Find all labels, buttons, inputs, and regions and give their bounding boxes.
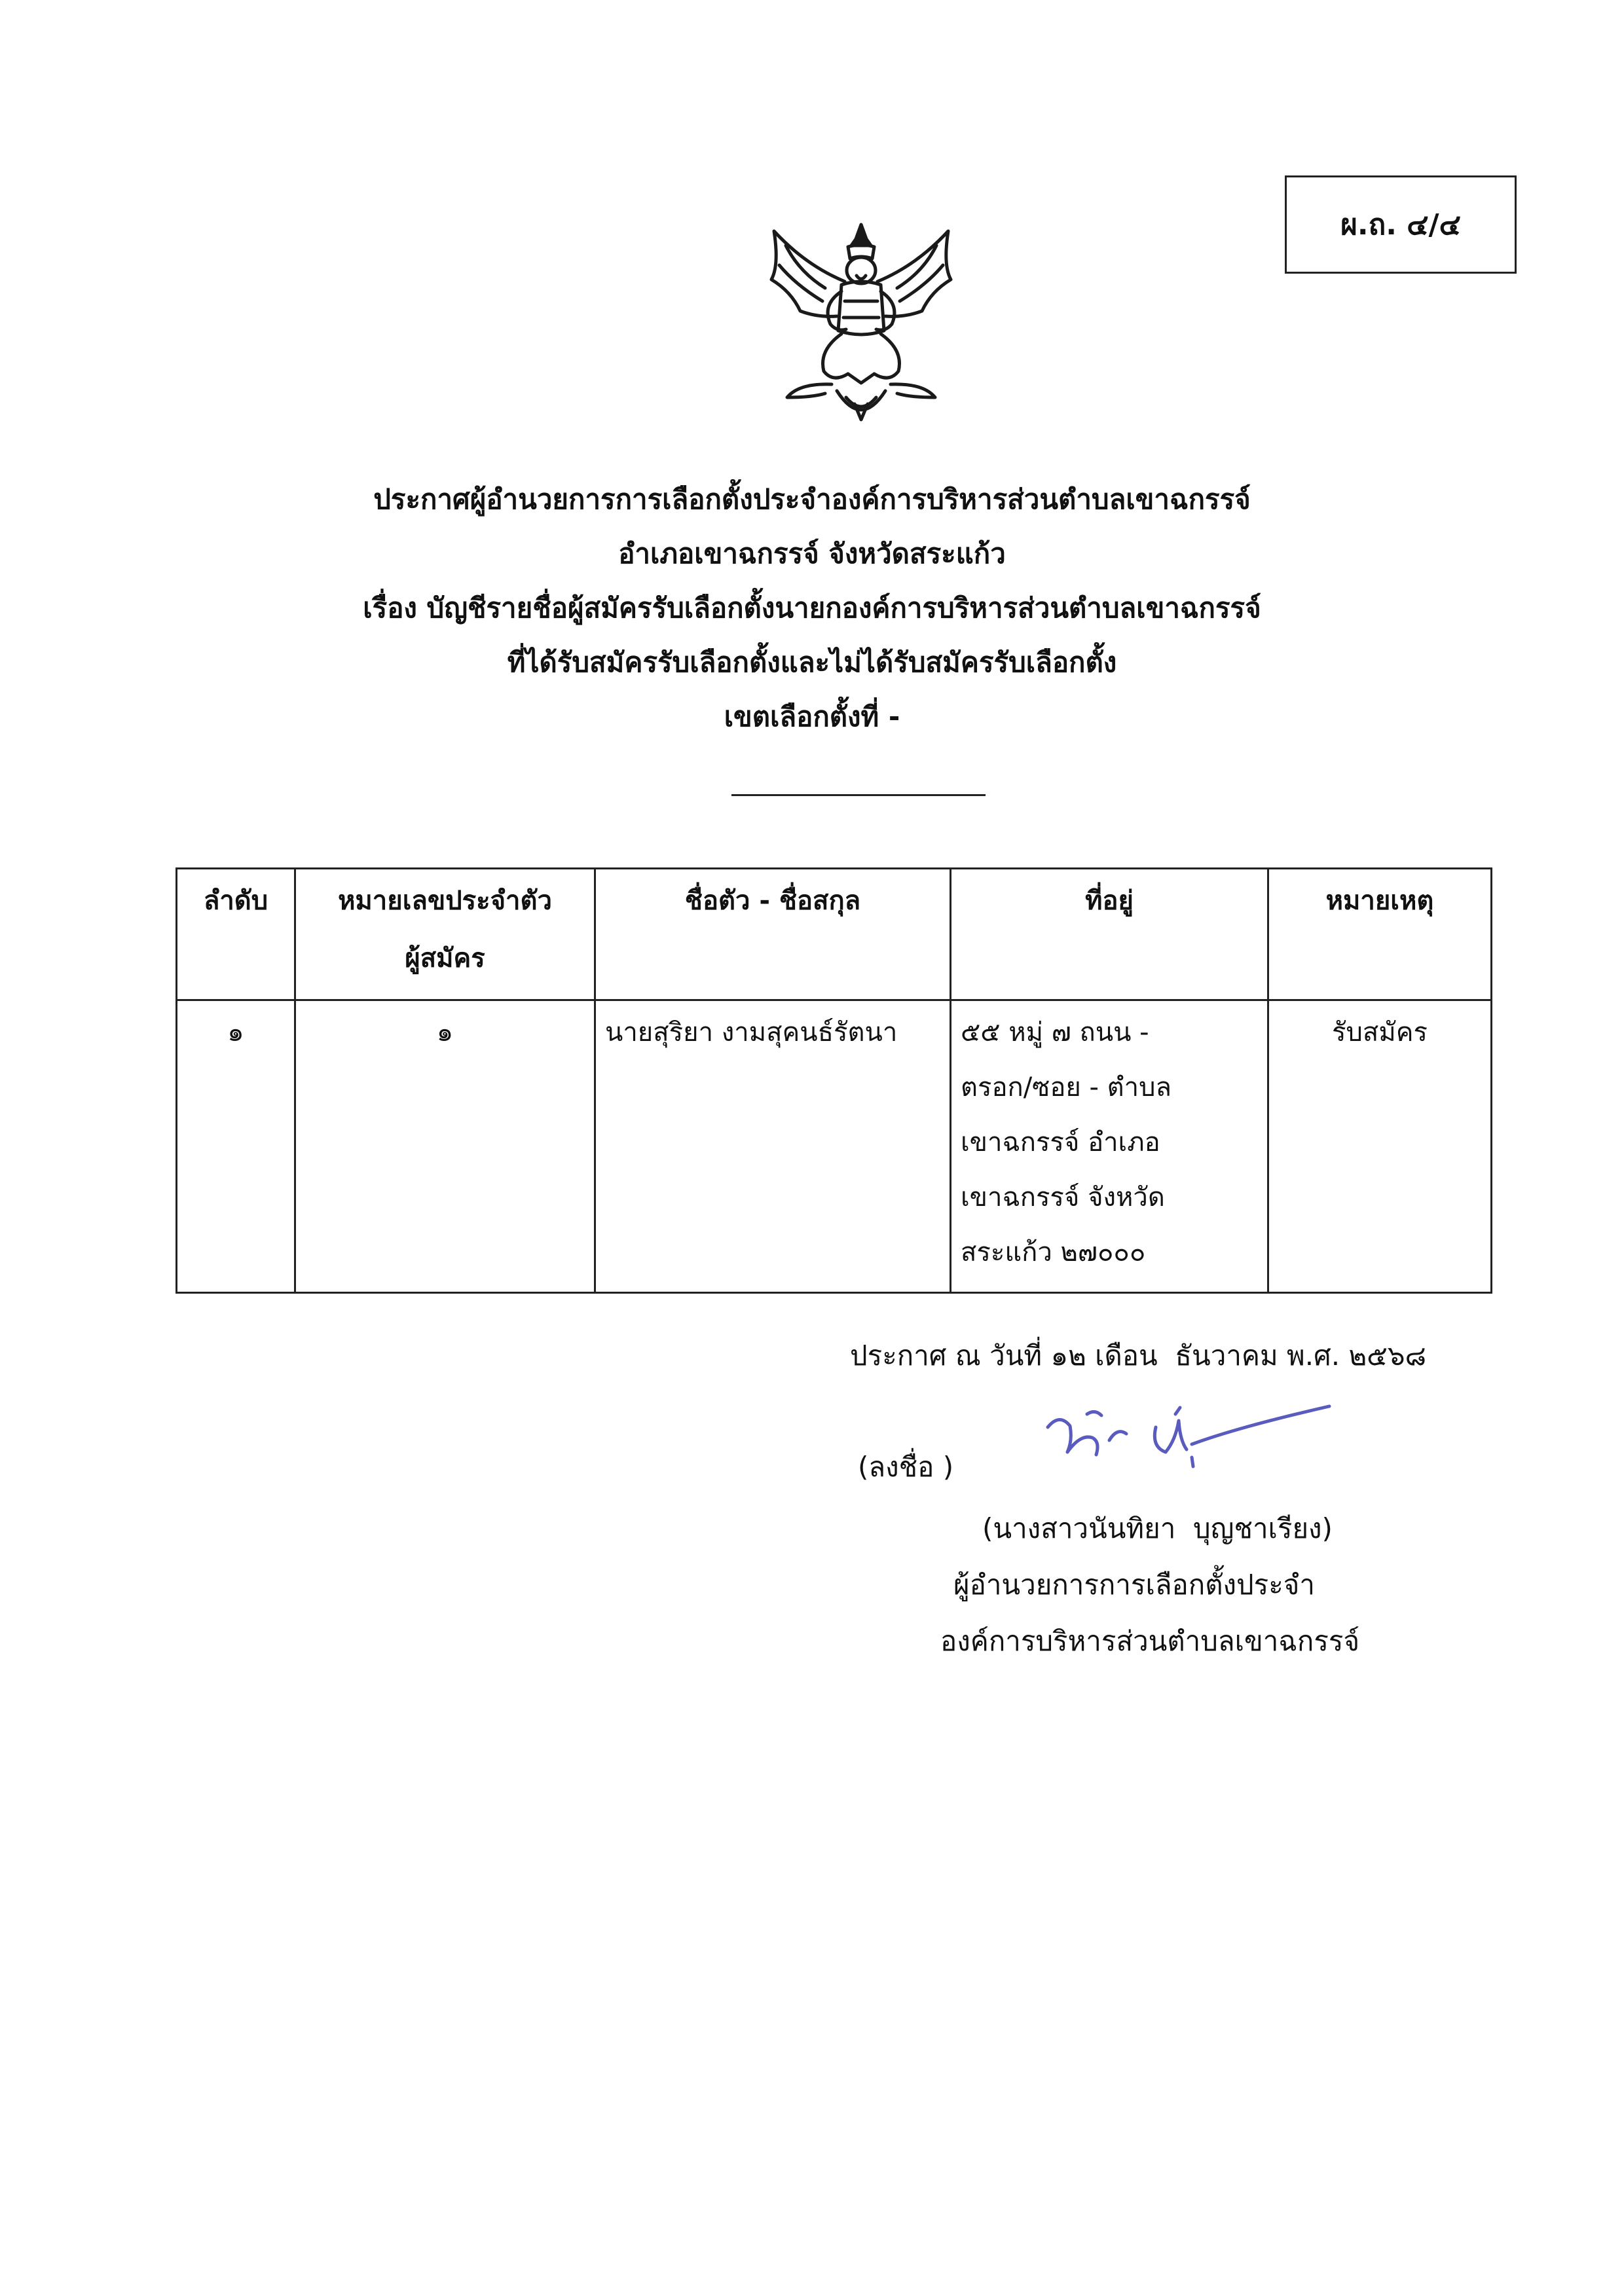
heading-divider	[731, 794, 986, 796]
cell-candidate-no: ๑	[295, 1000, 595, 1293]
form-code-box	[1285, 175, 1517, 274]
heading-line-4: ที่ได้รับสมัครรับเลือกตั้งและไม่ได้รับสมัครรับเลือกตั้ง	[507, 646, 1117, 678]
signer-position-line-1: ผู้อำนวยการการเลือกตั้งประจำ	[953, 1569, 1315, 1601]
header-remark: หมายเหตุ	[1268, 869, 1492, 1000]
table-header-row	[177, 869, 1492, 1000]
announce-date: ประกาศ ณ วันที่ ๑๒ เดือน ธันวาคม พ.ศ. ๒๕๖๘	[850, 1339, 1426, 1372]
cell-remark: รับสมัคร	[1268, 1000, 1492, 1293]
heading-line-5: เขตเลือกตั้งที่ -	[724, 701, 900, 733]
header-candidate-no	[295, 869, 595, 1000]
header-candidate-no-line-2: ผู้สมัคร	[405, 943, 485, 974]
heading-line-3: เรื่อง บัญชีรายชื่อผู้สมัครรับเลือกตั้งนายกองค์การบริหารส่วนตำบลเขาฉกรรจ์	[363, 592, 1261, 624]
sign-label: (ลงชื่อ )	[858, 1451, 954, 1483]
header-order: ลำดับ	[177, 869, 295, 1000]
cell-address	[951, 1000, 1268, 1293]
address-line: สระแก้ว ๒๗๐๐๐	[961, 1237, 1146, 1267]
cell-name: นายสุริยา งามสุคนธ์รัตนา	[595, 1000, 951, 1293]
header-name: ชื่อตัว - ชื่อสกุล	[595, 869, 951, 1000]
address-line: เขาฉกรรจ์ อำเภอ	[961, 1127, 1160, 1157]
garuda-emblem	[760, 219, 963, 429]
address-line: ๕๕ หมู่ ๗ ถนน -	[961, 1017, 1149, 1048]
address-line: ตรอก/ซอย - ตำบล	[961, 1072, 1172, 1102]
signer-name: (นางสาวนันทิยา บุญชาเรียง)	[982, 1512, 1333, 1544]
form-code: ผ.ถ. ๔/๔	[1340, 208, 1461, 242]
candidate-table	[175, 867, 1492, 1294]
header-candidate-no-line-1: หมายเลขประจำตัว	[338, 886, 552, 916]
header-address: ที่อยู่	[951, 869, 1268, 1000]
table-row	[177, 1000, 1492, 1293]
address-line: เขาฉกรรจ์ จังหวัด	[961, 1182, 1165, 1212]
signer-position-line-2: องค์การบริหารส่วนตำบลเขาฉกรรจ์	[940, 1625, 1360, 1657]
signature-image	[1041, 1401, 1342, 1473]
heading-line-2: อำเภอเขาฉกรรจ์ จังหวัดสระแก้ว	[618, 538, 1006, 570]
heading-line-1: ประกาศผู้อำนวยการการเลือกตั้งประจำองค์การบริหารส่วนตำบลเขาฉกรรจ์	[373, 483, 1251, 515]
cell-order: ๑	[177, 1000, 295, 1293]
